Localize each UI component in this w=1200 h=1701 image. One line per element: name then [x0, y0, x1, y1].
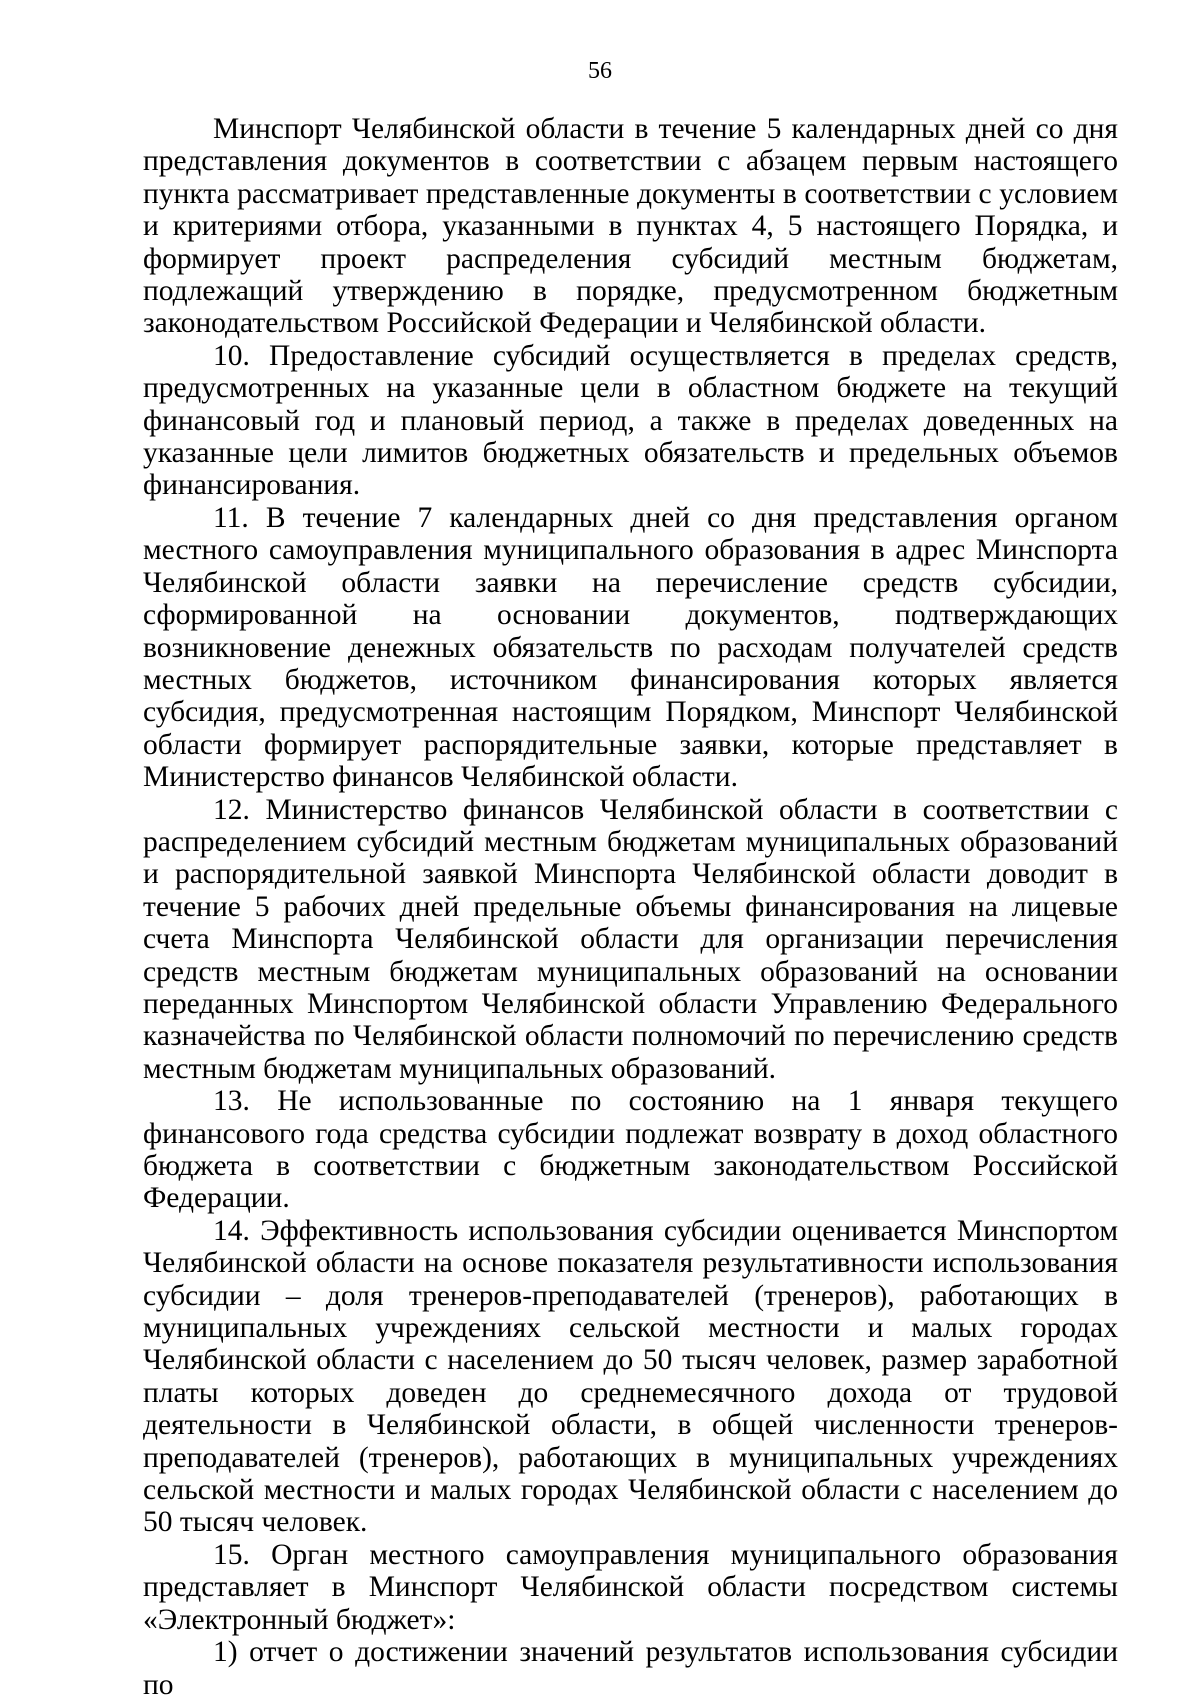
document-body: [143, 113, 1118, 1701]
paragraph-item-13: 13. Не использованные по состоянию на 1 января текущего финансового года средства субсидии подлежат возврату в доход областного бюджета в соответствии с бюджетным законодательством Российской Федерации.: [143, 1085, 1118, 1215]
paragraph-subitem-1: 1) отчет о достижении значений результатов использования субсидии по: [143, 1636, 1118, 1701]
paragraph-continuation: Минспорт Челябинской области в течение 5 календарных дней со дня представления документов в соответствии с абзацем первым настоящего пункта рассматривает представленные документы в соответствии с условием и критериями отбора, указанными в пунктах 4, 5 настоящего Порядка, и формирует проект распределения субсидий местным бюджетам, подлежащий утверждению в порядке, предусмотренном бюджетным законодательством Российской Федерации и Челябинской области.: [143, 113, 1118, 340]
paragraph-item-15: 15. Орган местного самоуправления муниципального образования представляет в Минспорт Челябинской области посредством системы «Электронный бюджет»:: [143, 1538, 1118, 1636]
paragraph-item-14: 14. Эффективность использования субсидии оценивается Минспортом Челябинской области на основе показателя результативности использования субсидии – доля тренеров-преподавателей (тренеров), работающих в муниципальных учреждениях сельской местности и малых городах Челябинской области с населением до 50 тысяч человек, размер заработной платы которых доведен до среднемесячного дохода от трудовой деятельности в Челябинской области, в общей численности тренеров-преподавателей (тренеров), работающих в муниципальных учреждениях сельской местности и малых городах Челябинской области с населением до 50 тысяч человек.: [143, 1214, 1118, 1539]
page-number: 56: [588, 58, 612, 84]
paragraph-item-10: 10. Предоставление субсидий осуществляется в пределах средств, предусмотренных на указанные цели в областном бюджете на текущий финансовый год и плановый период, а также в пределах доведенных на указанные цели лимитов бюджетных обязательств и предельных объемов финансирования.: [143, 339, 1118, 502]
paragraph-item-12: 12. Министерство финансов Челябинской области в соответствии с распределением субсидий местным бюджетам муниципальных образований и распорядительной заявкой Минспорта Челябинской области доводит в течение 5 рабочих дней предельные объемы финансирования на лицевые счета Минспорта Челябинской области для организации перечисления средств местным бюджетам муниципальных образований на основании переданных Минспортом Челябинской области Управлению Федерального казначейства по Челябинской области полномочий по перечислению средств местным бюджетам муниципальных образований.: [143, 793, 1118, 1085]
paragraph-item-11: 11. В течение 7 календарных дней со дня представления органом местного самоуправления муниципального образования в адрес Минспорта Челябинской области заявки на перечисление средств субсидии, сформированной на основании документов, подтверждающих возникновение денежных обязательств по расходам получателей средств местных бюджетов, источником финансирования которых является субсидия, предусмотренная настоящим Порядком, Минспорт Челябинской области формирует распорядительные заявки, которые представляет в Министерство финансов Челябинской области.: [143, 501, 1118, 794]
